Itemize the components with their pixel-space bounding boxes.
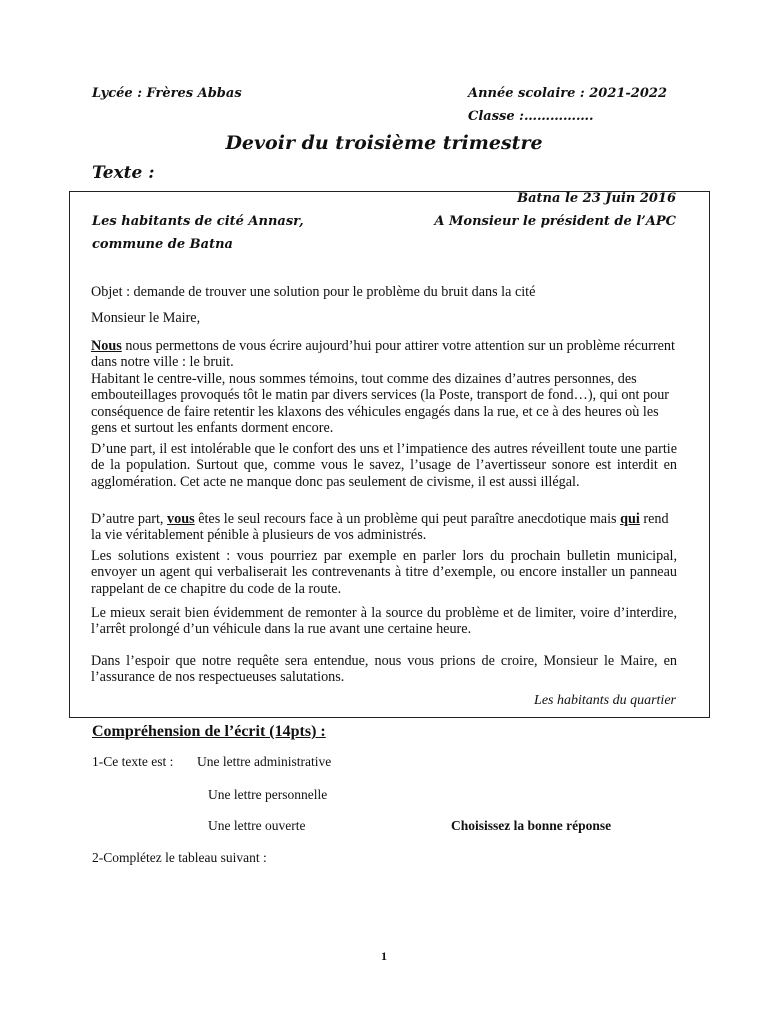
underlined-word-nous: Nous: [91, 338, 122, 354]
class-label: Classe :…………….: [468, 109, 594, 124]
comprehension-heading: Compréhension de l’écrit (14pts) :: [92, 723, 326, 740]
letter-sender-commune: commune de Batna: [92, 237, 233, 252]
letter-signature: Les habitants du quartier: [534, 693, 676, 708]
letter-date: Batna le 23 Juin 2016: [517, 191, 676, 206]
page-number: 1: [381, 949, 387, 963]
question-1-label: 1-Ce texte est :: [92, 754, 174, 769]
paragraph-4-middle: êtes le seul recours face à un problème qui peut paraître anecdotique mais: [194, 511, 621, 527]
option-administrative: Une lettre administrative: [197, 754, 332, 769]
letter-paragraph-5: Les solutions existent : vous pourriez par exemple en parler lors du prochain bulletin municipal, envoyer un agent qui verbaliserait les contrevenants à titre d’exemple, ou encore installer un panneau rappelant de ce chapitre du code de la route.: [91, 548, 677, 597]
letter-paragraph-2: Habitant le centre-ville, nous sommes témoins, tout comme des dizaines d’autres personnes, des embouteillages provoqués tôt le matin par divers services (la Poste, transport de fond…), qui ont pour conséquence de faire retentir les klaxons des véhicules engagés dans la rue, et ce à des heures où les gens et surtout les enfants dorment encore.: [91, 371, 670, 437]
letter-paragraph-1: [91, 338, 677, 371]
letter-object: Objet : demande de trouver une solution pour le problème du bruit dans la cité: [91, 284, 536, 300]
question-1-instruction: Choisissez la bonne réponse: [451, 818, 612, 833]
page-title: Devoir du troisième trimestre: [225, 132, 543, 154]
underlined-word-qui: qui: [620, 511, 640, 527]
option-ouverte: Une lettre ouverte: [208, 818, 306, 833]
school-year: Année scolaire : 2021-2022: [468, 86, 667, 101]
underlined-word-vous: vous: [167, 511, 195, 527]
letter-paragraph-3: D’une part, il est intolérable que le confort des uns et l’impatience des autres réveillent toute une partie de la population. Surtout que, comme vous le savez, l’usage de l’avertisseur sonore est interdit en agglomération. Cet acte ne manque donc pas seulement de civisme, il est aussi illégal.: [91, 441, 677, 490]
letter-sender: Les habitants de cité Annasr,: [92, 214, 304, 229]
letter-recipient: A Monsieur le président de l’APC: [434, 214, 676, 229]
question-2-label: 2-Complétez le tableau suivant :: [92, 850, 267, 865]
option-personnelle: Une lettre personnelle: [208, 787, 328, 802]
letter-paragraph-6: Le mieux serait bien évidemment de remonter à la source du problème et de limiter, voire d’interdire, l’arrêt prolongé d’un véhicule dans la rue avant une certaine heure.: [91, 605, 677, 638]
paragraph-4-end: rend la vie véritablement pénible à plusieurs de vos administrés.: [91, 511, 669, 544]
school-name: Lycée : Frères Abbas: [92, 86, 242, 101]
letter-paragraph-7: Dans l’espoir que notre requête sera entendue, nous vous prions de croire, Monsieur le Maire, en l’assurance de nos respectueuses salutations.: [91, 653, 677, 686]
letter-salutation: Monsieur le Maire,: [91, 310, 201, 326]
paragraph-1-text: nous permettons de vous écrire aujourd’hui pour attirer votre attention sur un problème récurrent dans notre ville : le bruit.: [91, 338, 675, 371]
letter-paragraph-4: [91, 511, 677, 544]
text-heading: Texte :: [92, 163, 155, 183]
paragraph-4-start: D’autre part,: [91, 511, 168, 527]
